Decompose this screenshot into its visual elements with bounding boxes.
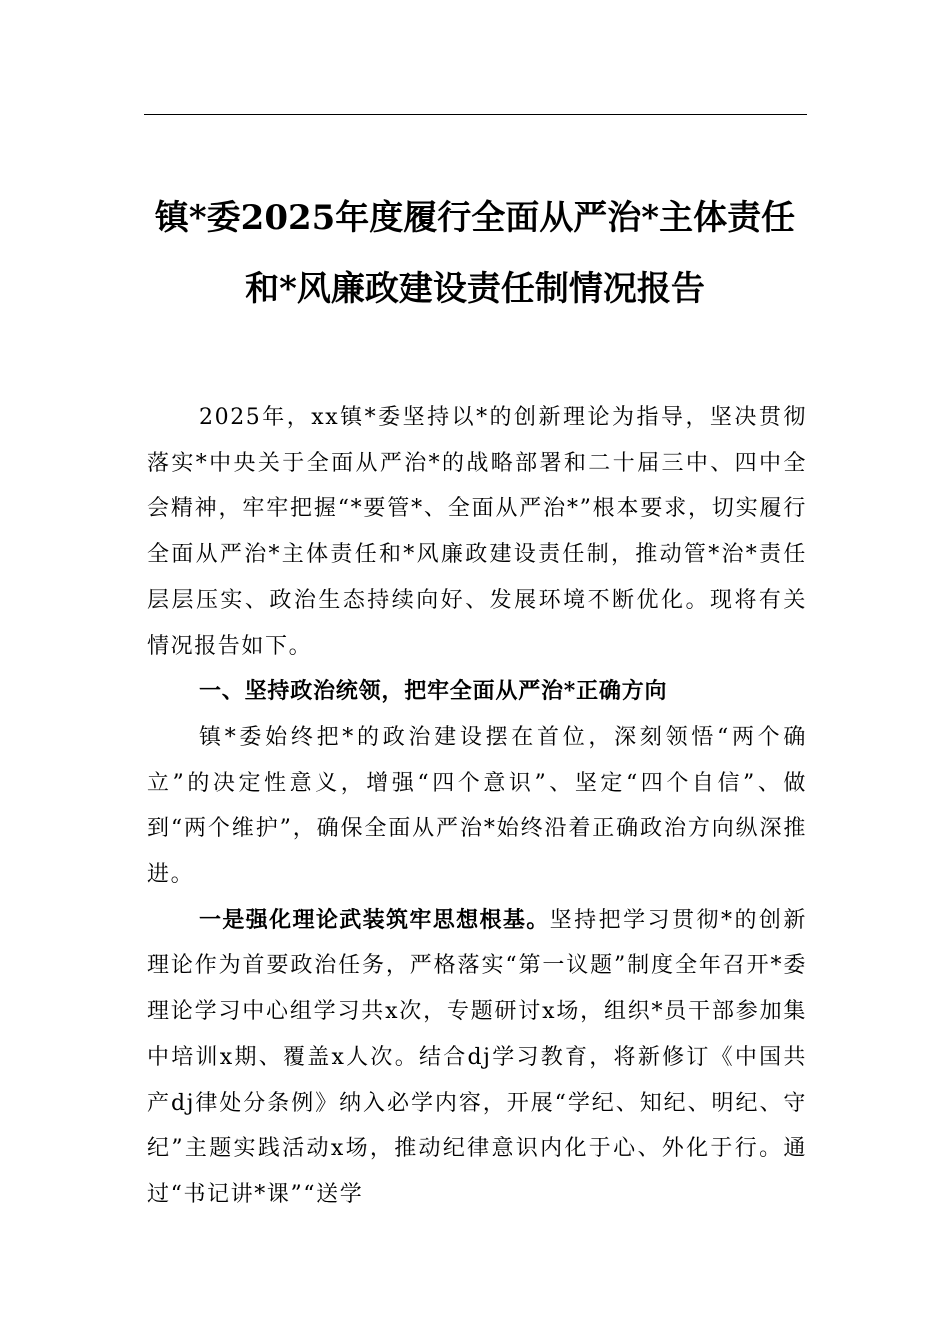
section-1-paragraph: 镇*委始终把*的政治建设摆在首位，深刻领悟“两个确立”的决定性意义，增强“四个意识”、坚定“四个自信”、做到“两个维护”，确保全面从严治*始终沿着正确政治方向纵深推进。 — [147, 724, 807, 888]
document-title-line-1: 镇*委2025年度履行全面从严治*主体责任 — [154, 198, 796, 238]
section-1-heading: 一、坚持政治统领，把牢全面从严治*正确方向 — [199, 678, 668, 705]
document-body — [147, 395, 807, 1218]
intro-paragraph: 2025年，xx镇*委坚持以*的创新理论为指导，坚决贯彻落实*中央关于全面从严治*的战略部署和二十届三中、四中全会精神，牢牢把握“*要管*、全面从严治*”根本要求，切实履行全面从严治*主体责任和*风廉政建设责任制，推动管*治*责任层层压实、政治生态持续向好、发展环境不断优化。现将有关情况报告如下。 — [147, 405, 807, 659]
point-1-paragraph — [147, 898, 807, 1218]
point-1-text: 坚持把学习贯彻*的创新理论作为首要政治任务，严格落实“第一议题”制度全年召开*委理论学习中心组学习共x次，专题研讨x场，组织*员干部参加集中培训x期、覆盖x人次。结合dj学习教育，将新修订《中国共产dj律处分条例》纳入必学内容，开展“学纪、知纪、明纪、守纪”主题实践活动x场，推动纪律意识内化于心、外化于行。通过“书记讲*课”“送学 — [147, 907, 807, 1207]
point-1-lead: 一是强化理论武装筑牢思想根基。 — [199, 906, 550, 933]
document-title-line-2: 和*风廉政建设责任制情况报告 — [245, 269, 705, 309]
header-rule — [144, 114, 807, 115]
